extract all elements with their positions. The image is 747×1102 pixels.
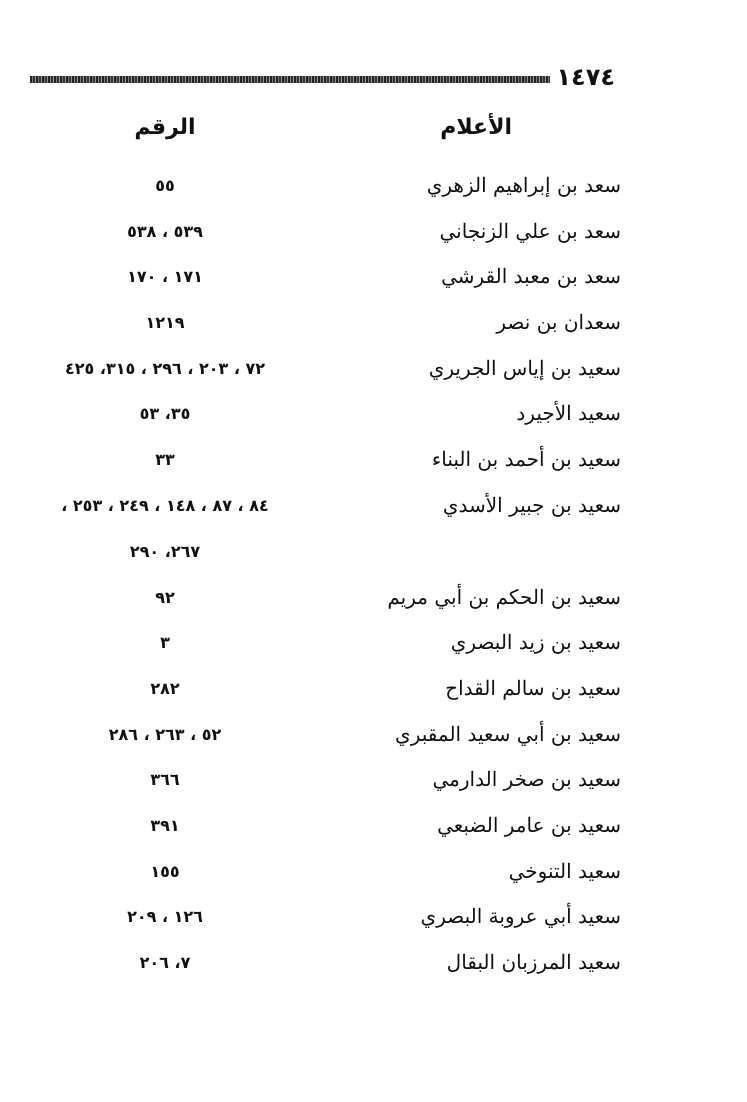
index-entry [0, 803, 747, 849]
index-entry [0, 666, 747, 712]
index-entry [0, 712, 747, 758]
index-entry-continuation [0, 529, 747, 575]
entry-refs: ٣ [160, 633, 170, 653]
entry-name: سعدان بن نصر [496, 310, 621, 335]
index-entries [0, 163, 747, 986]
index-entry [0, 757, 747, 803]
index-entry [0, 391, 747, 437]
entry-refs: ٨٤ ، ٨٧ ، ١٤٨ ، ٢٤٩ ، ٢٥٣ ، [61, 495, 269, 515]
entry-name: سعيد التنوخي [508, 858, 621, 883]
entry-refs: ٧، ٢٠٦ [139, 953, 191, 972]
entry-refs: ١٧١ ، ١٧٠ [127, 267, 203, 287]
entry-refs: ١٥٥ [150, 861, 180, 881]
entry-name: سعد بن معبد القرشي [441, 264, 621, 289]
entry-refs: ١٢١٩ [145, 313, 185, 333]
entry-name: سعيد بن زيد البصري [450, 630, 621, 655]
entry-refs: ٥٣٩ ، ٥٣٨ [127, 221, 203, 241]
index-entry [0, 346, 747, 392]
entry-refs: ٩٢ [155, 587, 175, 607]
entry-name: سعيد بن أبي سعيد المقبري [395, 721, 621, 746]
entry-refs: ٥٥ [155, 176, 175, 195]
entry-name: سعيد بن صخر الدارمي [432, 767, 621, 792]
entry-name: سعيد بن جبير الأسدي [442, 492, 621, 517]
entry-name: سعيد بن عامر الضبعي [437, 812, 621, 837]
index-entry [0, 209, 747, 255]
entry-name: سعيد المرزبان البقال [446, 950, 621, 974]
entry-refs: ٣٣ [155, 450, 175, 470]
entry-refs: ٧٢ ، ٢٠٣ ، ٢٩٦ ، ٣١٥، ٤٢٥ [64, 358, 266, 378]
entry-name: سعد بن علي الزنجاني [439, 218, 621, 243]
entry-refs: ٢٨٢ [150, 678, 180, 698]
index-entry [0, 300, 747, 346]
index-entry [0, 483, 747, 529]
index-entry [0, 894, 747, 940]
entry-name: سعيد الأجيرد [516, 401, 621, 426]
entry-refs: ١٢٦ ، ٢٠٩ [127, 907, 203, 927]
entry-name: سعيد بن سالم القداح [445, 675, 621, 700]
header-rule [30, 76, 550, 83]
entry-name: سعيد بن الحكم بن أبي مريم [387, 584, 621, 609]
index-entry [0, 437, 747, 483]
index-entry [0, 163, 747, 209]
entry-name: سعيد بن إياس الجريري [428, 355, 621, 380]
entry-name: سعيد بن أحمد بن البناء [431, 447, 621, 472]
entry-refs: ٢٦٧، ٢٩٠ [129, 541, 201, 561]
index-entry [0, 620, 747, 666]
entry-refs: ٣٩١ [150, 815, 180, 835]
names-column-header: الأعلام [440, 115, 512, 140]
index-entry [0, 849, 747, 895]
entry-name: سعيد أبي عروبة البصري [420, 904, 621, 929]
index-entry [0, 254, 747, 300]
page-header [30, 62, 615, 92]
entry-refs: ٣٥، ٥٣ [139, 404, 191, 424]
entry-name: سعد بن إبراهيم الزهري [426, 173, 621, 197]
index-entry [0, 575, 747, 621]
index-entry [0, 940, 747, 986]
numbers-column-header: الرقم [134, 115, 196, 140]
entry-refs: ٥٢ ، ٢٦٣ ، ٢٨٦ [108, 724, 222, 744]
page-number: ١٤٧٤ [556, 63, 615, 91]
entry-refs: ٣٦٦ [150, 770, 180, 790]
